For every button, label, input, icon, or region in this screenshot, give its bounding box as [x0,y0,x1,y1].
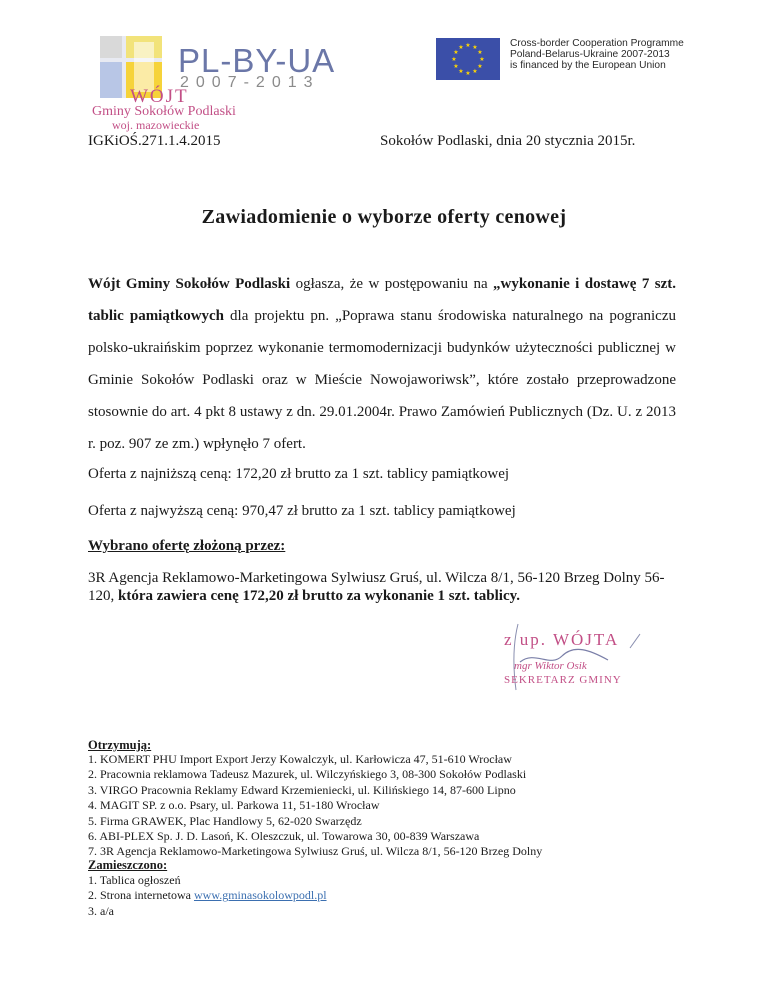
svg-text:★: ★ [477,49,483,56]
list-item: 3. VIRGO Pracownia Reklamy Edward Krzemieniecki, ul. Kilińskiego 14, 87-600 Lipno [88,782,516,797]
svg-text:★: ★ [479,56,485,63]
svg-text:★: ★ [458,44,464,51]
list-item: 3. a/a [88,903,114,918]
eu-funding-text [510,38,684,71]
archive-heading-text: Zamieszczono [88,858,163,872]
svg-text:★: ★ [465,42,471,49]
eu-text-line: Poland-Belarus-Ukraine 2007-2013 [510,49,670,60]
recipients-list [88,752,542,860]
list-item: 2. Pracownia reklamowa Tadeusz Mazurek, ul. Wilczyńskiego 3, 08-300 Sokołów Podlaski [88,767,527,782]
stamp-region: woj. mazowieckie [112,118,200,132]
svg-text:★: ★ [451,56,457,63]
recipients-heading: Otrzymują: [88,738,152,752]
paragraph-text: ogłasza, że w postępowaniu na [290,276,494,292]
recipients-heading-text: Otrzymują [88,738,148,752]
lowest-offer: Oferta z najniższą ceną: 172,20 zł brutto za 1 szt. tablicy pamiątkowej [88,466,510,482]
list-item: 1. KOMERT PHU Import Export Jerzy Kowalczyk, ul. Karłowicza 47, 51-610 Wrocław [88,752,512,766]
list-item: 7. 3R Agencja Reklamowo-Marketingowa Sylwiusz Gruś, ul. Wilcza 8/1, 56-120 Brzeg Dolny [88,844,543,859]
stamp-municipality: Gminy Sokołów Podlaski [92,104,236,119]
winner-price: która zawiera cenę 172,20 zł brutto za wykonanie 1 szt. tablicy. [118,588,521,604]
main-paragraph [88,268,676,460]
mayor-name: Wójt Gminy Sokołów Podlaski [88,276,291,292]
list-item [88,888,327,903]
eu-flag-icon [436,38,500,80]
svg-text:★: ★ [472,68,478,75]
paragraph-text: dla projektu pn. „Poprawa stanu środowiska naturalnego na pograniczu polsko-ukraińskim poprzez wykonanie termomodernizacji budynków użyteczności publicznej w Gminie Sokołów Podlaski oraz w Mieście Nowojaworiwsk”, które zostało przeprowadzone stosownie do art. 4 pkt 8 ustawy z dn. 29.01.2004r. Prawo Zamówień Publicznych (Dz. U. z 2013 r. poz. 907 ze zm.) wpłynęło 7 ofert. [88,308,676,452]
tender-subject: „wykonanie i dostawę 7 szt. tablic pamiątkowych [88,276,676,324]
highest-offer: Oferta z najwyższą ceną: 970,47 zł brutto za 1 szt. tablicy pamiątkowej [88,503,516,519]
svg-text:★: ★ [458,68,464,75]
program-logo-years: 2007-2013 [180,74,320,91]
archive-heading: Zamieszczono: [88,858,168,872]
svg-text:★: ★ [453,49,459,56]
list-item: 4. MAGIT SP. z o.o. Psary, ul. Parkowa 11, 51-180 Wrocław [88,798,380,813]
archive-list [88,873,327,919]
signature-stamp-name: mgr Wiktor Osik [514,660,587,672]
list-item-text: 2. Strona internetowa [88,888,194,903]
svg-text:★: ★ [465,70,471,77]
document-title: Zawiadomienie o wyborze oferty cenowej [201,206,567,228]
svg-text:★: ★ [472,44,478,51]
place-date: Sokołów Podlaski, dnia 20 stycznia 2015r. [380,133,636,149]
program-logo-title: PL-BY-UA [178,42,336,79]
list-item: 5. Firma GRAWEK, Plac Handlowy 5, 62-020 Swarzędz [88,813,362,828]
svg-text:★: ★ [477,63,483,70]
stamp-title: WÓJT [130,86,189,107]
winner-name: 3R Agencja Reklamowo-Marketingowa Sylwiusz Gruś, ul. Wilcza 8/1, 56-120 Brzeg Dolny 56-120, [88,570,665,604]
list-item: 6. ABI-PLEX Sp. J. D. Lasoń, K. Oleszczuk, ul. Towarowa 30, 00-839 Warszawa [88,829,480,844]
list-item: 1. Tablica ogłoszeń [88,873,181,887]
winner-heading: Wybrano ofertę złożoną przez: [88,538,286,554]
signature-stamp-role: SEKRETARZ GMINY [504,674,622,686]
eu-text-line: Cross-border Cooperation Programme [510,38,684,49]
reference-number: IGKiOŚ.271.1.4.2015 [88,133,221,149]
eu-text-line: is financed by the European Union [510,60,666,71]
svg-text:★: ★ [453,63,459,70]
signature-stamp-line1: z up. WÓJTA [504,630,620,649]
winner-details [88,569,688,605]
website-link[interactable]: www.gminasokolowpodl.pl [193,888,327,903]
